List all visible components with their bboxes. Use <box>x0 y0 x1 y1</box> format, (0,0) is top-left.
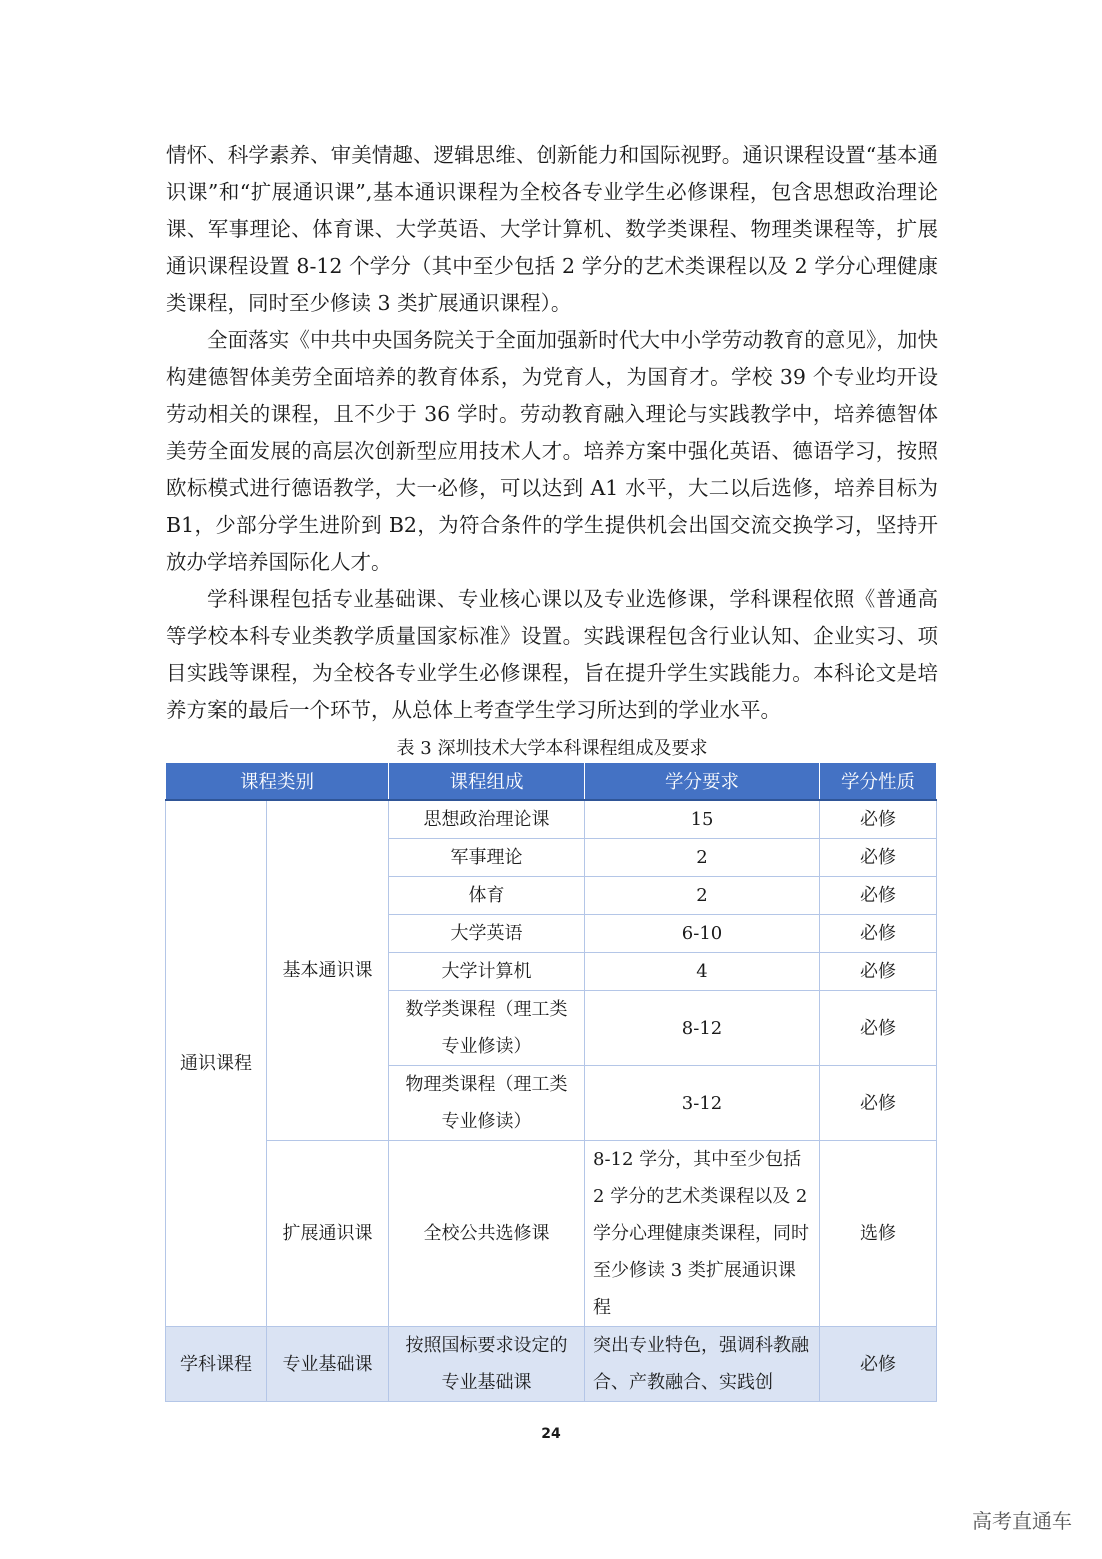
sub-extended: 扩展通识课 <box>267 1141 389 1327</box>
course-cell: 按照国标要求设定的专业基础课 <box>389 1327 585 1402</box>
credits-cell: 4 <box>585 953 820 991</box>
header-category: 课程类别 <box>166 763 389 800</box>
table-container <box>165 763 937 1403</box>
nature-cell: 必修 <box>820 1066 937 1141</box>
course-cell: 体育 <box>389 877 585 915</box>
header-credits: 学分要求 <box>585 763 820 800</box>
header-nature: 学分性质 <box>820 763 937 800</box>
category-general: 通识课程 <box>166 800 267 1327</box>
table-row <box>166 800 937 839</box>
credits-cell: 突出专业特色，强调科教融合、产教融合、实践创 <box>585 1327 820 1402</box>
credits-cell: 2 <box>585 839 820 877</box>
paragraph-3: 学科课程包括专业基础课、专业核心课以及专业选修课，学科课程依照《普通高等学校本科专业类教学质量国家标准》设置。实践课程包含行业认知、企业实习、项目实践等课程，为全校各专业学生必修课程，旨在提升学生实践能力。本科论文是培养方案的最后一个环节，从总体上考查学生学习所达到的学业水平。 <box>166 587 938 722</box>
course-cell: 军事理论 <box>389 839 585 877</box>
credits-cell: 6-10 <box>585 915 820 953</box>
course-cell: 大学英语 <box>389 915 585 953</box>
nature-cell: 必修 <box>820 1327 937 1402</box>
nature-cell: 必修 <box>820 915 937 953</box>
credits-cell: 3-12 <box>585 1066 820 1141</box>
course-cell: 全校公共选修课 <box>389 1141 585 1327</box>
course-cell: 思想政治理论课 <box>389 800 585 839</box>
nature-cell: 必修 <box>820 877 937 915</box>
paragraph-2: 全面落实《中共中央国务院关于全面加强新时代大中小学劳动教育的意见》，加快构建德智体美劳全面培养的教育体系，为党育人，为国育才。学校 39 个专业均开设劳动相关的课程，且不少于 36 学时。劳动教育融入理论与实践教学中，培养德智体美劳全面发展的高层次创新型应用技术人才。培养方案中强化英语、德语学习，按照欧标模式进行德语教学，大一必修，可以达到 A1 水平，大二以后选修，培养目标为 B1，少部分学生进阶到 B2，为符合条件的学生提供机会出国交流交换学习，坚持开放办学培养国际化人才。 <box>166 328 938 574</box>
watermark: 高考直通车 <box>972 1509 1072 1533</box>
header-composition: 课程组成 <box>389 763 585 800</box>
category-discipline: 学科课程 <box>166 1327 267 1402</box>
credits-cell: 15 <box>585 800 820 839</box>
course-table <box>165 763 937 1402</box>
nature-cell: 必修 <box>820 991 937 1066</box>
nature-cell: 必修 <box>820 800 937 839</box>
credits-cell: 8-12 <box>585 991 820 1066</box>
course-cell: 大学计算机 <box>389 953 585 991</box>
sub-basic: 基本通识课 <box>267 800 389 1141</box>
nature-cell: 必修 <box>820 953 937 991</box>
page-number: 24 <box>541 1426 561 1442</box>
course-cell: 数学类课程（理工类专业修读） <box>389 991 585 1066</box>
table-caption: 表 3 深圳技术大学本科课程组成及要求 <box>396 738 708 759</box>
nature-cell: 必修 <box>820 839 937 877</box>
nature-cell: 选修 <box>820 1141 937 1327</box>
paragraph-1: 情怀、科学素养、审美情趣、逻辑思维、创新能力和国际视野。通识课程设置“基本通识课”和“扩展通识课”,基本通识课程为全校各专业学生必修课程，包含思想政治理论课、军事理论、体育课、大学英语、大学计算机、数学类课程、物理类课程等，扩展通识课程设置 8-12 个学分（其中至少包括 2 学分的艺术类课程以及 2 学分心理健康类课程，同时至少修读 3 类扩展通识课程）。 <box>166 143 938 315</box>
sub-professional-basic: 专业基础课 <box>267 1327 389 1402</box>
table-row <box>166 1327 937 1402</box>
table-row <box>166 1141 937 1327</box>
credits-cell: 8-12 学分，其中至少包括 2 学分的艺术类课程以及 2 学分心理健康类课程，同时至少修读 3 类扩展通识课程 <box>585 1141 820 1327</box>
table-header-row <box>166 763 937 800</box>
credits-cell: 2 <box>585 877 820 915</box>
course-cell: 物理类课程（理工类专业修读） <box>389 1066 585 1141</box>
